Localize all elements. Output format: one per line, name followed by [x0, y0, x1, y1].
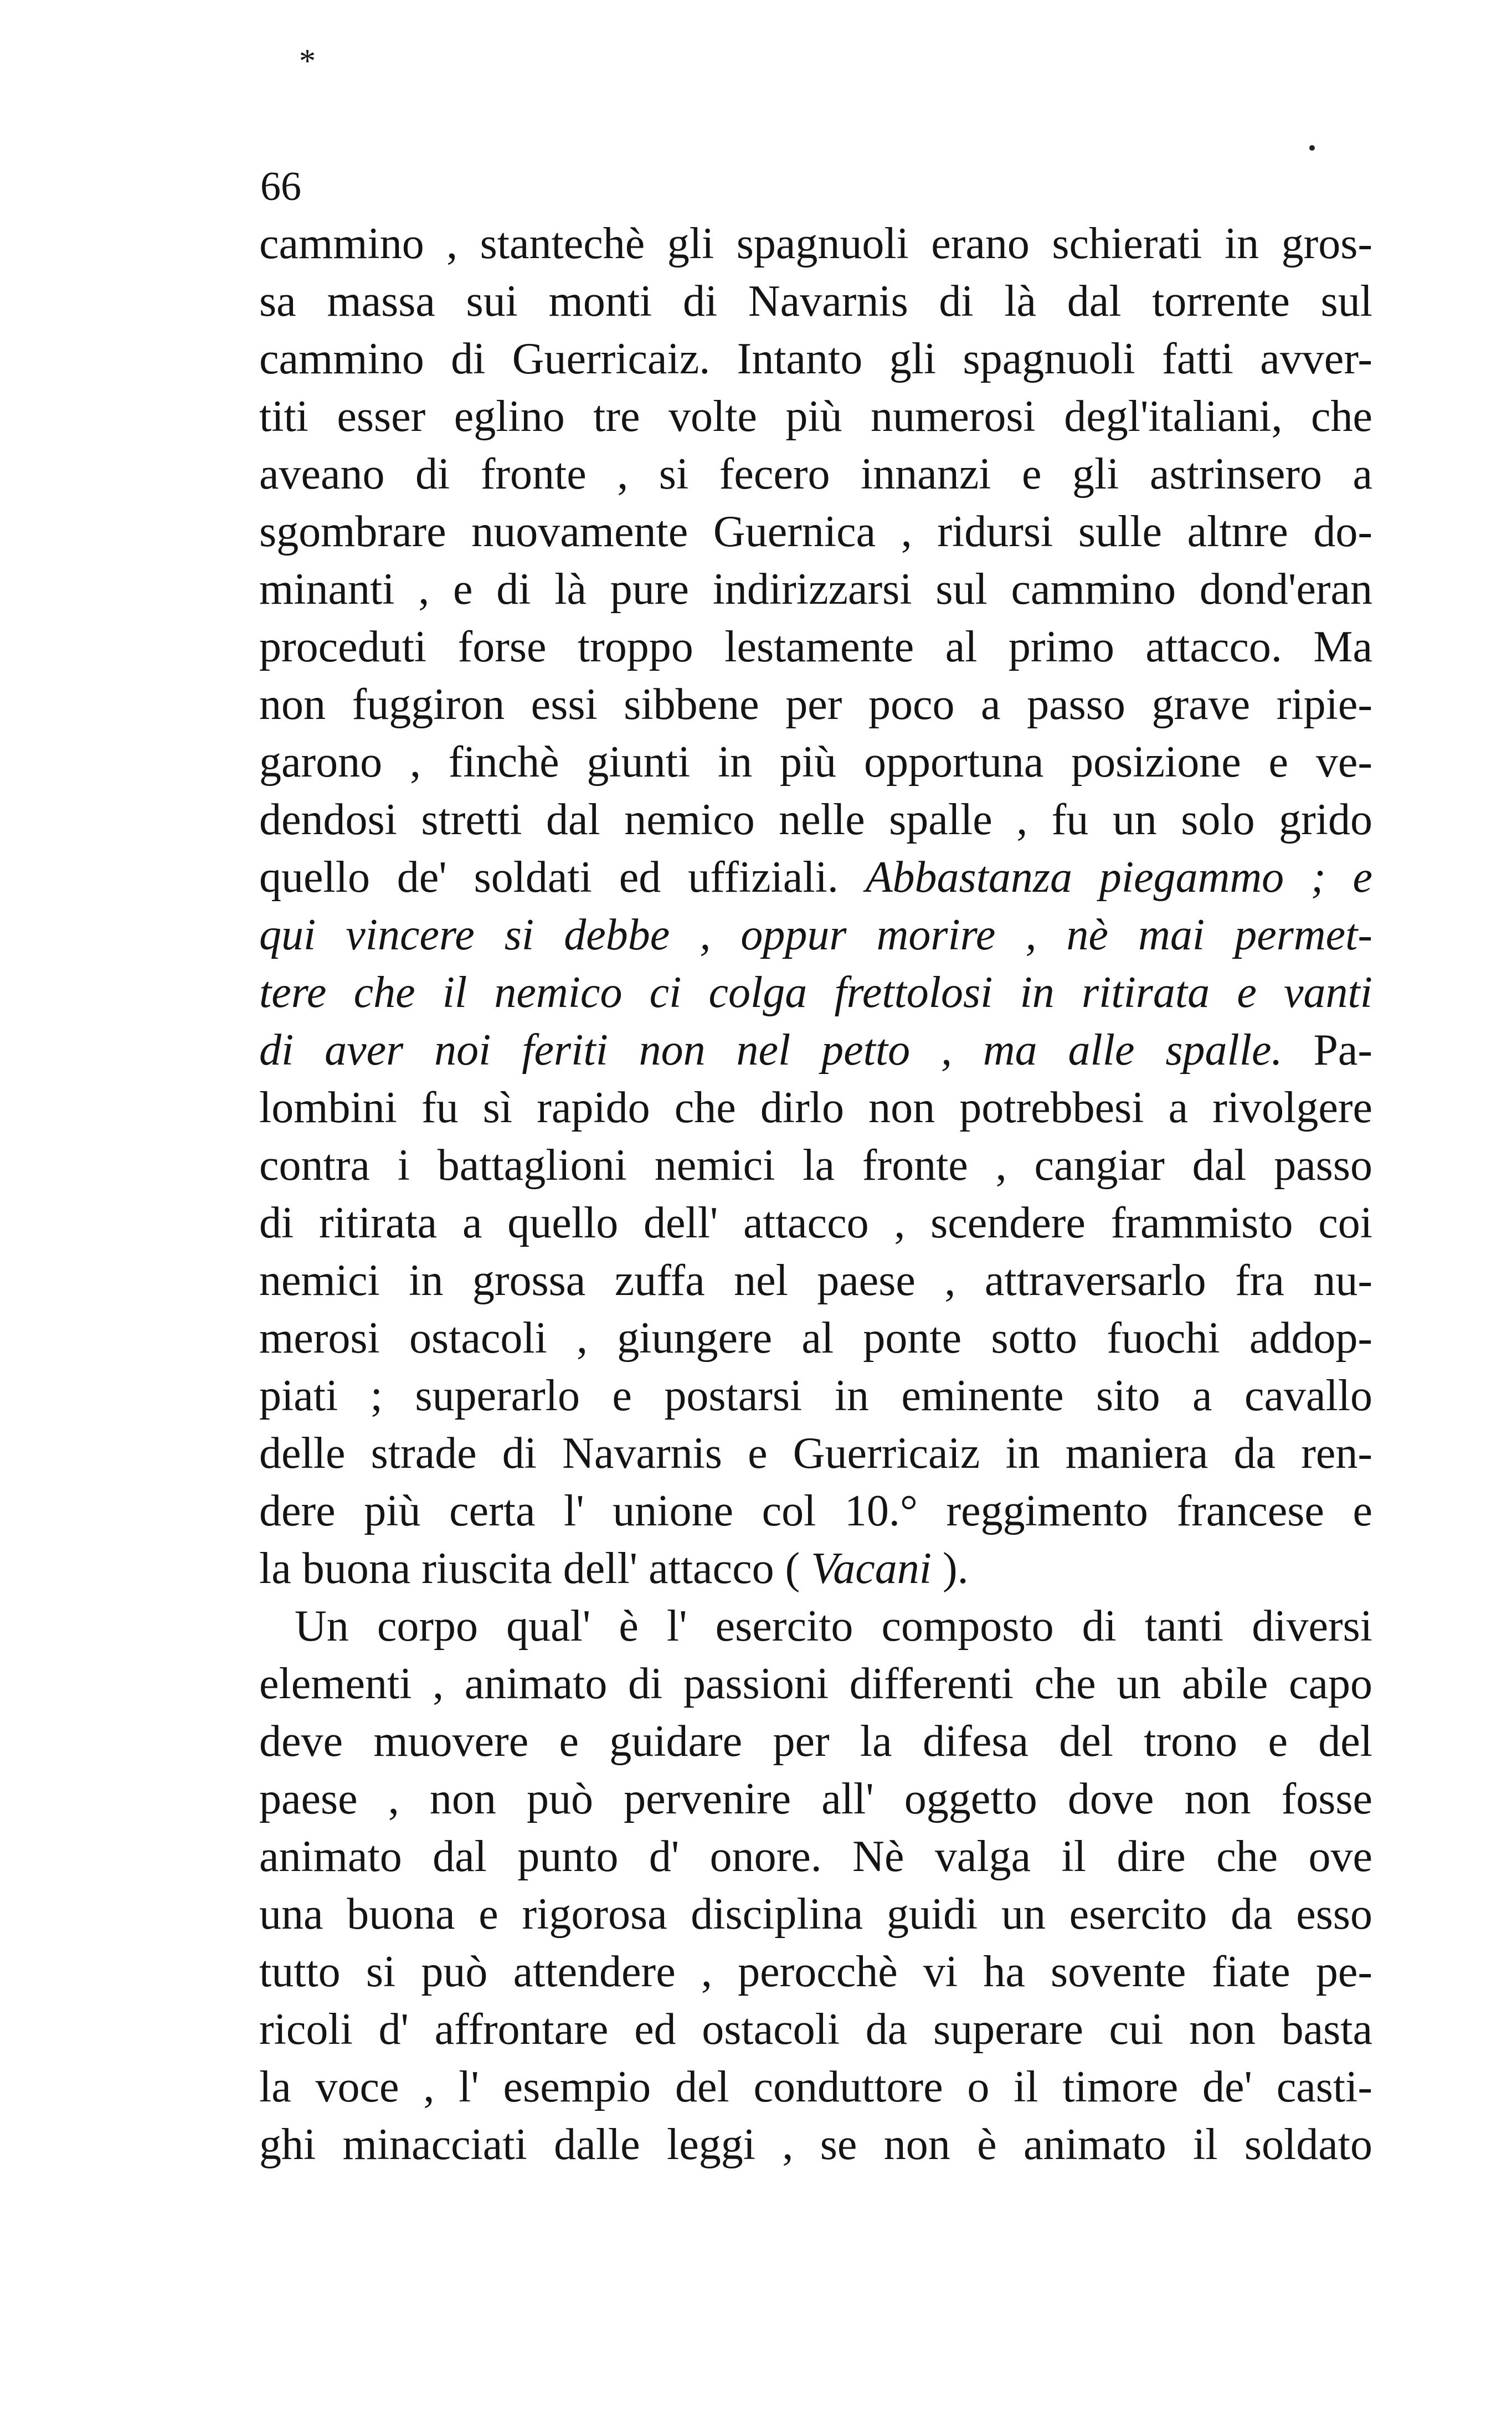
text-segment: la voce , l' esempio del conduttore o il timore de' casti- — [259, 2063, 1372, 2111]
text-line — [259, 2058, 1372, 2116]
text-line — [259, 561, 1372, 618]
text-segment: non fuggiron essi sibbene per poco a passo grave ripie- — [259, 680, 1372, 729]
text-line — [259, 1540, 1372, 1597]
text-line — [259, 1425, 1372, 1482]
text-segment: sa massa sui monti di Navarnis di là dal torrente sul — [259, 277, 1372, 326]
text-line — [259, 1367, 1372, 1425]
text-line — [259, 791, 1372, 849]
text-line — [259, 2001, 1372, 2058]
text-line — [259, 273, 1372, 330]
italic-text-segment: qui vincere si debbe , oppur morire , nè mai permet- — [259, 911, 1372, 959]
text-line — [259, 1943, 1372, 2001]
text-line — [259, 849, 1372, 906]
text-line — [259, 388, 1372, 445]
text-segment: una buona e rigorosa disciplina guidi un esercito da esso — [259, 1890, 1372, 1939]
text-line — [259, 330, 1372, 388]
text-segment: merosi ostacoli , giungere al ponte sotto fuochi addop- — [259, 1314, 1372, 1363]
text-line — [259, 2116, 1372, 2173]
text-line — [259, 1770, 1372, 1828]
text-segment: dendosi stretti dal nemico nelle spalle , fu un solo grido — [259, 795, 1372, 844]
text-segment: cammino , stantechè gli spagnuoli erano schierati in gros- — [259, 219, 1372, 268]
text-segment: elementi , animato di passioni differenti che un abile capo — [259, 1659, 1372, 1708]
text-segment: ghi minacciati dalle leggi , se non è animato il soldato — [259, 2120, 1372, 2169]
text-segment: titi esser eglino tre volte più numerosi degl'italiani, che — [259, 392, 1372, 441]
text-line — [259, 1828, 1372, 1885]
text-line — [259, 964, 1372, 1021]
text-segment: proceduti forse troppo lestamente al primo attacco. Ma — [259, 623, 1372, 671]
text-line — [259, 1137, 1372, 1194]
text-segment: dere più certa l' unione col 10.° reggimento francese e — [259, 1487, 1372, 1535]
text-segment: la buona riuscita dell' attacco ( — [259, 1544, 811, 1593]
page-number: 66 — [260, 164, 301, 209]
text-segment: Un corpo qual' è l' esercito composto di tanti diversi — [295, 1602, 1372, 1651]
text-line — [259, 1021, 1372, 1079]
text-segment: ricoli d' affrontare ed ostacoli da superare cui non basta — [259, 2005, 1372, 2054]
text-line — [259, 618, 1372, 676]
text-line — [259, 503, 1372, 561]
italic-text-segment: Vacani — [811, 1544, 932, 1593]
text-segment: tutto si può attendere , perocchè vi ha sovente fiate pe- — [259, 1947, 1372, 1996]
text-segment: di ritirata a quello dell' attacco , scendere frammisto coi — [259, 1199, 1372, 1247]
text-line — [259, 676, 1372, 733]
italic-text-segment: tere che il nemico ci colga frettolosi in ritirata e vanti — [259, 968, 1372, 1017]
text-line — [259, 1482, 1372, 1540]
text-line — [259, 445, 1372, 503]
stray-ink-mark: * — [299, 43, 316, 79]
text-segment: nemici in grossa zuffa nel paese , attraversarlo fra nu- — [259, 1256, 1372, 1305]
text-segment: contra i battaglioni nemici la fronte , cangiar dal passo — [259, 1141, 1372, 1190]
text-line — [259, 1194, 1372, 1252]
text-segment: delle strade di Navarnis e Guerricaiz in maniera da ren- — [259, 1429, 1372, 1478]
text-segment: deve muovere e guidare per la difesa del trono e del — [259, 1717, 1372, 1766]
text-line — [259, 1309, 1372, 1367]
text-segment: piati ; superarlo e postarsi in eminente sito a cavallo — [259, 1371, 1372, 1420]
text-segment: quello de' soldati ed uffiziali. — [259, 853, 866, 902]
body-text — [259, 215, 1372, 2173]
text-segment: lombini fu sì rapido che dirlo non potrebbesi a rivolgere — [259, 1083, 1372, 1132]
text-line — [259, 1885, 1372, 1943]
text-segment: minanti , e di là pure indirizzarsi sul cammino dond'eran — [259, 565, 1372, 614]
text-segment: garono , finchè giunti in più opportuna posizione e ve- — [259, 738, 1372, 787]
text-segment: paese , non può pervenire all' oggetto dove non fosse — [259, 1775, 1372, 1823]
text-line — [259, 215, 1372, 273]
text-segment: animato dal punto d' onore. Nè valga il dire che ove — [259, 1832, 1372, 1881]
text-line — [259, 1597, 1372, 1655]
text-line — [259, 733, 1372, 791]
text-segment: ). — [931, 1544, 969, 1593]
ink-speck — [1309, 145, 1315, 151]
text-line — [259, 1252, 1372, 1309]
text-segment: Pa- — [1282, 1026, 1373, 1075]
text-line — [259, 906, 1372, 964]
text-line — [259, 1079, 1372, 1137]
italic-text-segment: Abbastanza piegammo ; e — [865, 853, 1373, 902]
text-line — [259, 1655, 1372, 1713]
italic-text-segment: di aver noi feriti non nel petto , ma alle spalle. — [259, 1026, 1283, 1075]
text-line — [259, 1713, 1372, 1770]
text-segment: cammino di Guerricaiz. Intanto gli spagnuoli fatti avver- — [259, 335, 1372, 383]
text-segment: aveano di fronte , si fecero innanzi e gli astrinsero a — [259, 450, 1372, 498]
text-segment: sgombrare nuovamente Guernica , ridursi sulle altnre do- — [259, 507, 1372, 556]
